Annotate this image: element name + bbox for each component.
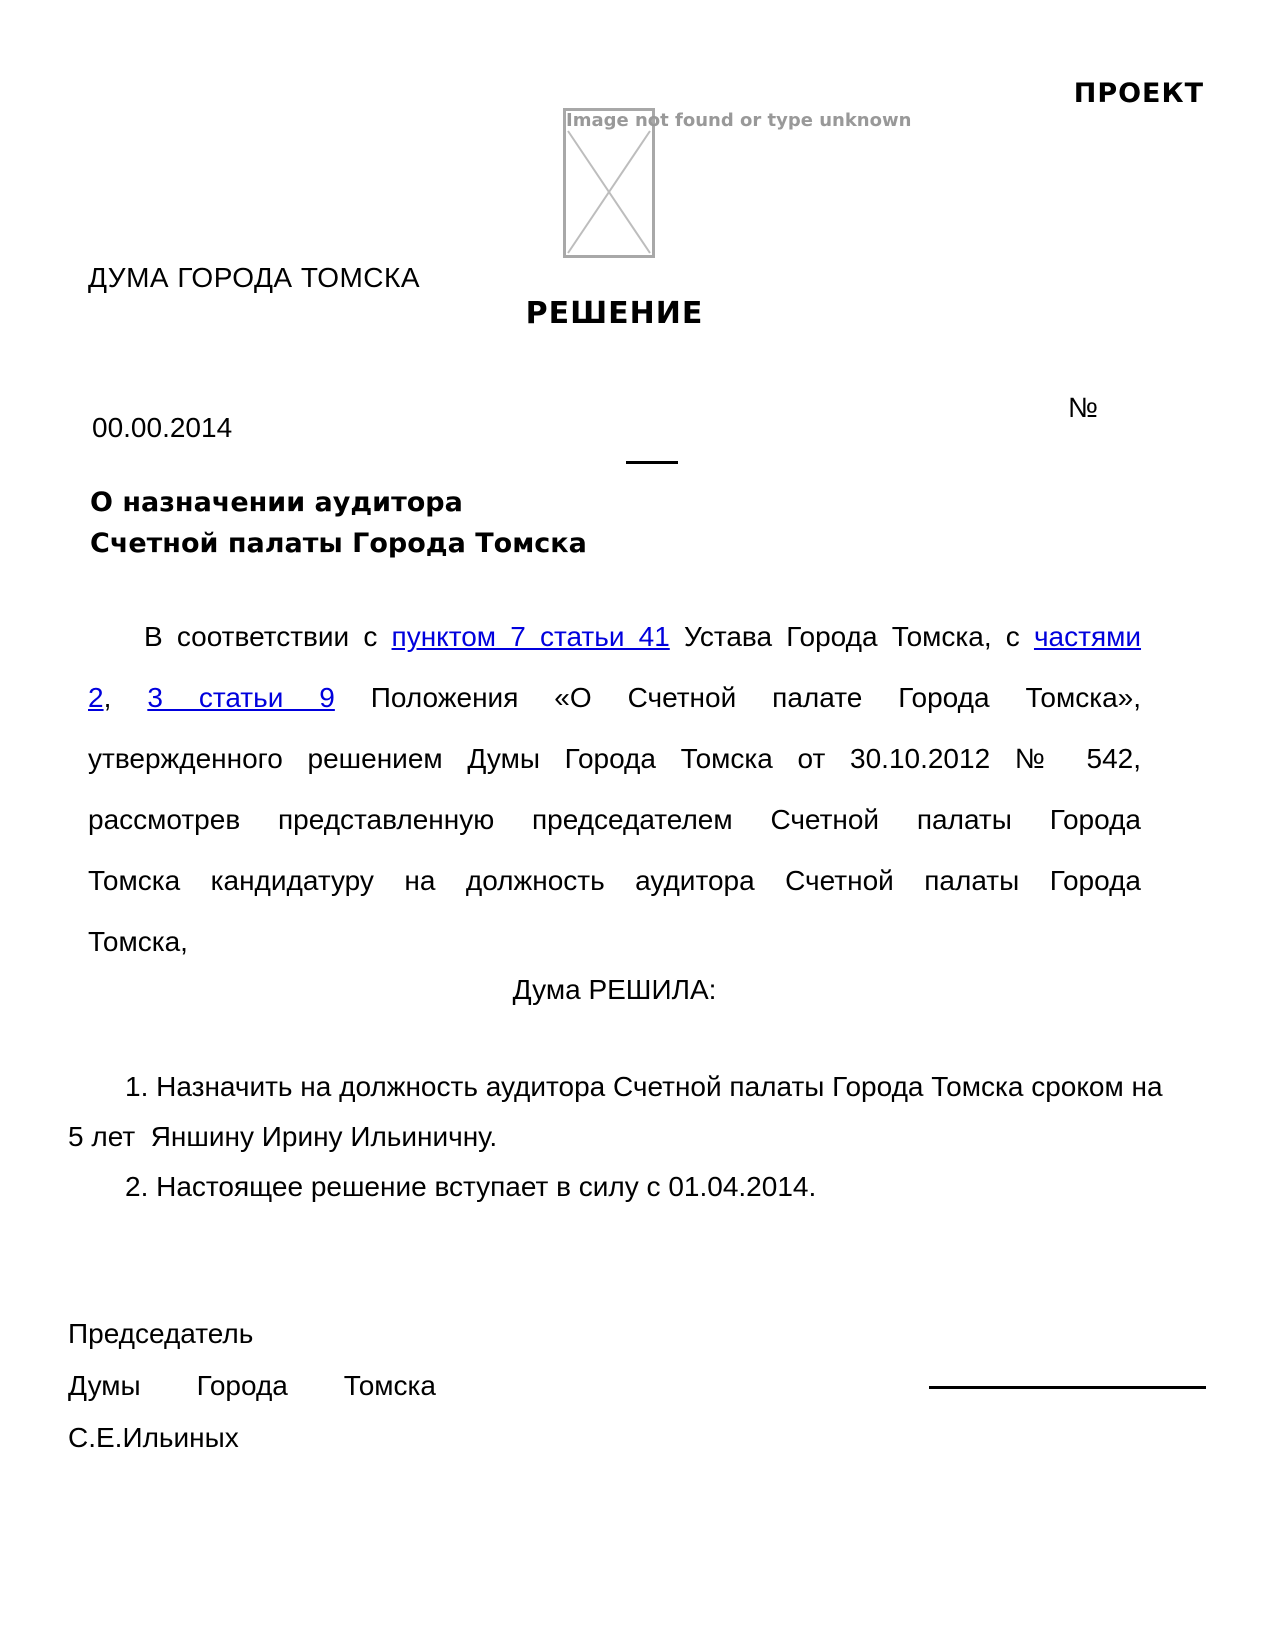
signature-line	[929, 1386, 1206, 1389]
paragraph-text: Томска,	[88, 926, 188, 957]
document-link[interactable]: 3 статьи 9	[147, 682, 335, 713]
subject-line-2: Счетной палаты Города Томска	[90, 528, 587, 559]
document-link[interactable]: частями	[1033, 621, 1142, 652]
document-link[interactable]: пунктом 7 статьи 41	[391, 621, 670, 652]
paragraph-line	[88, 606, 1141, 667]
body-paragraph	[88, 606, 1141, 972]
doc-subject	[90, 482, 587, 564]
doc-number-sign: №	[1068, 392, 1099, 423]
paragraph-text: Положения «О Счетной палате Города Томска»,	[334, 682, 1141, 713]
paragraph-text: рассмотрев представленную председателем Счетной палаты Города	[88, 804, 1141, 835]
decision-list	[68, 1062, 1206, 1212]
number-placeholder-line	[626, 461, 678, 464]
decision-line: 5 лет Яншину Ирину Ильиничну.	[68, 1121, 498, 1152]
paragraph-line	[88, 911, 1141, 972]
paragraph-line	[88, 667, 1141, 728]
document-link[interactable]: 2	[88, 682, 104, 713]
signature-position-line-2: Думы Города Томска	[68, 1370, 436, 1401]
paragraph-text: Устава Города Томска, с	[669, 621, 1034, 652]
paragraph-line	[88, 789, 1141, 850]
signature-position-line-1: Председатель	[68, 1318, 254, 1349]
signature-name: С.Е.Ильиных	[68, 1422, 239, 1453]
paragraph-text: утвержденного решением Думы Города Томска от 30.10.2012 № 542,	[88, 743, 1141, 774]
doc-date: 00.00.2014	[92, 412, 233, 443]
subject-line-1: О назначении аудитора	[90, 487, 463, 518]
paragraph-line	[88, 728, 1141, 789]
resolution-heading: Дума РЕШИЛА:	[512, 974, 717, 1005]
paragraph-text: Томска кандидатуру на должность аудитора Счетной палаты Города	[88, 865, 1141, 896]
broken-image-x-icon	[566, 111, 652, 255]
paragraph-text: ,	[103, 682, 148, 713]
broken-image-alt-text: Image not found or type unknown	[566, 110, 912, 131]
org-name: ДУМА ГОРОДА ТОМСКА	[88, 262, 421, 293]
paragraph-line	[88, 850, 1141, 911]
paragraph-text: В соответствии с	[144, 621, 392, 652]
decision-line: 1. Назначить на должность аудитора Счетной палаты Города Томска сроком на	[125, 1071, 1163, 1102]
draft-label: ПРОЕКТ	[1073, 78, 1204, 109]
signature-block	[68, 1308, 436, 1464]
doc-type-title: РЕШЕНИЕ	[525, 296, 704, 331]
decision-line: 2. Настоящее решение вступает в силу с 01.04.2014.	[125, 1171, 817, 1202]
